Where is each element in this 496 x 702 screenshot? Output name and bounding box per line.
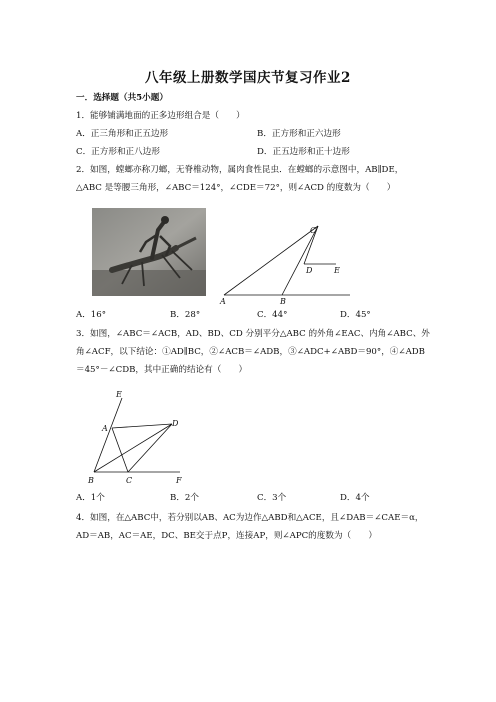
q2-option-d: D．45°: [340, 310, 371, 320]
q3-geometry-figure: [84, 386, 194, 488]
q3-label-d: D: [172, 419, 179, 428]
q3-option-d: D．4个: [340, 493, 370, 503]
page-title: 八年级上册数学国庆节复习作业2: [145, 70, 351, 86]
q1-stem: 1．能够铺满地面的正多边形组合是（ ）: [76, 111, 245, 121]
q2-label-d: D: [306, 266, 313, 275]
q4-stem-line1: 4．如图，在△ABC中，若分别以AB、AC为边作△ABD和△ACE，且∠DAB＝∠CAE＝α，: [76, 513, 424, 523]
q2-label-e: E: [334, 266, 340, 275]
q2-option-b: B．28°: [170, 310, 201, 320]
q3-option-c: C．3个: [257, 493, 287, 503]
q1-option-d: D．正五边形和正十边形: [257, 147, 350, 157]
q2-geometry-figure: [214, 220, 354, 306]
q3-label-a: A: [102, 424, 108, 433]
q3-stem-line2: 角∠ACF，以下结论：①AD∥BC，②∠ACB＝∠ADB，③∠ADC+∠ABD＝90°，④∠ADB: [76, 347, 426, 357]
q2-option-c: C．44°: [257, 310, 288, 320]
q1-option-c: C．正方形和正八边形: [76, 147, 160, 157]
q4-stem-line2: AD＝AB，AC＝AE，DC、BE交于点P，连接AP，则∠APC的度数为（ ）: [76, 531, 377, 541]
q2-stem-line1: 2．如图，螳螂亦称刀螂，无脊椎动物，属肉食性昆虫．在螳螂的示意图中，AB∥DE，: [76, 165, 404, 175]
q3-stem-line1: 3．如图，∠ABC＝∠ACB，AD、BD、CD 分别平分△ABC 的外角∠EAC、内角∠ABC、外: [76, 329, 430, 339]
q1-option-b: B．正方形和正六边形: [257, 129, 341, 139]
q3-label-c: C: [126, 476, 133, 485]
q2-label-a: A: [220, 297, 226, 306]
q2-label-c: C: [310, 226, 317, 235]
section-heading: 一．选择题（共5小题）: [76, 93, 168, 103]
q1-option-a: A．正三角形和正五边形: [76, 129, 169, 139]
q3-label-f: F: [176, 476, 182, 485]
mantis-photo: [92, 208, 206, 296]
q2-label-b: B: [280, 297, 286, 306]
q3-label-b: B: [88, 476, 94, 485]
q2-stem-line2: △ABC 是等腰三角形，∠ABC＝124°，∠CDE＝72°，则∠ACD 的度数为（ ）: [76, 183, 396, 193]
q3-label-e: E: [116, 390, 122, 399]
q3-stem-line3: ＝45°－∠CDB，其中正确的结论有（ ）: [76, 365, 248, 375]
q3-option-b: B．2个: [170, 493, 199, 503]
q2-option-a: A．16°: [76, 310, 107, 320]
q3-option-a: A．1个: [76, 493, 105, 503]
